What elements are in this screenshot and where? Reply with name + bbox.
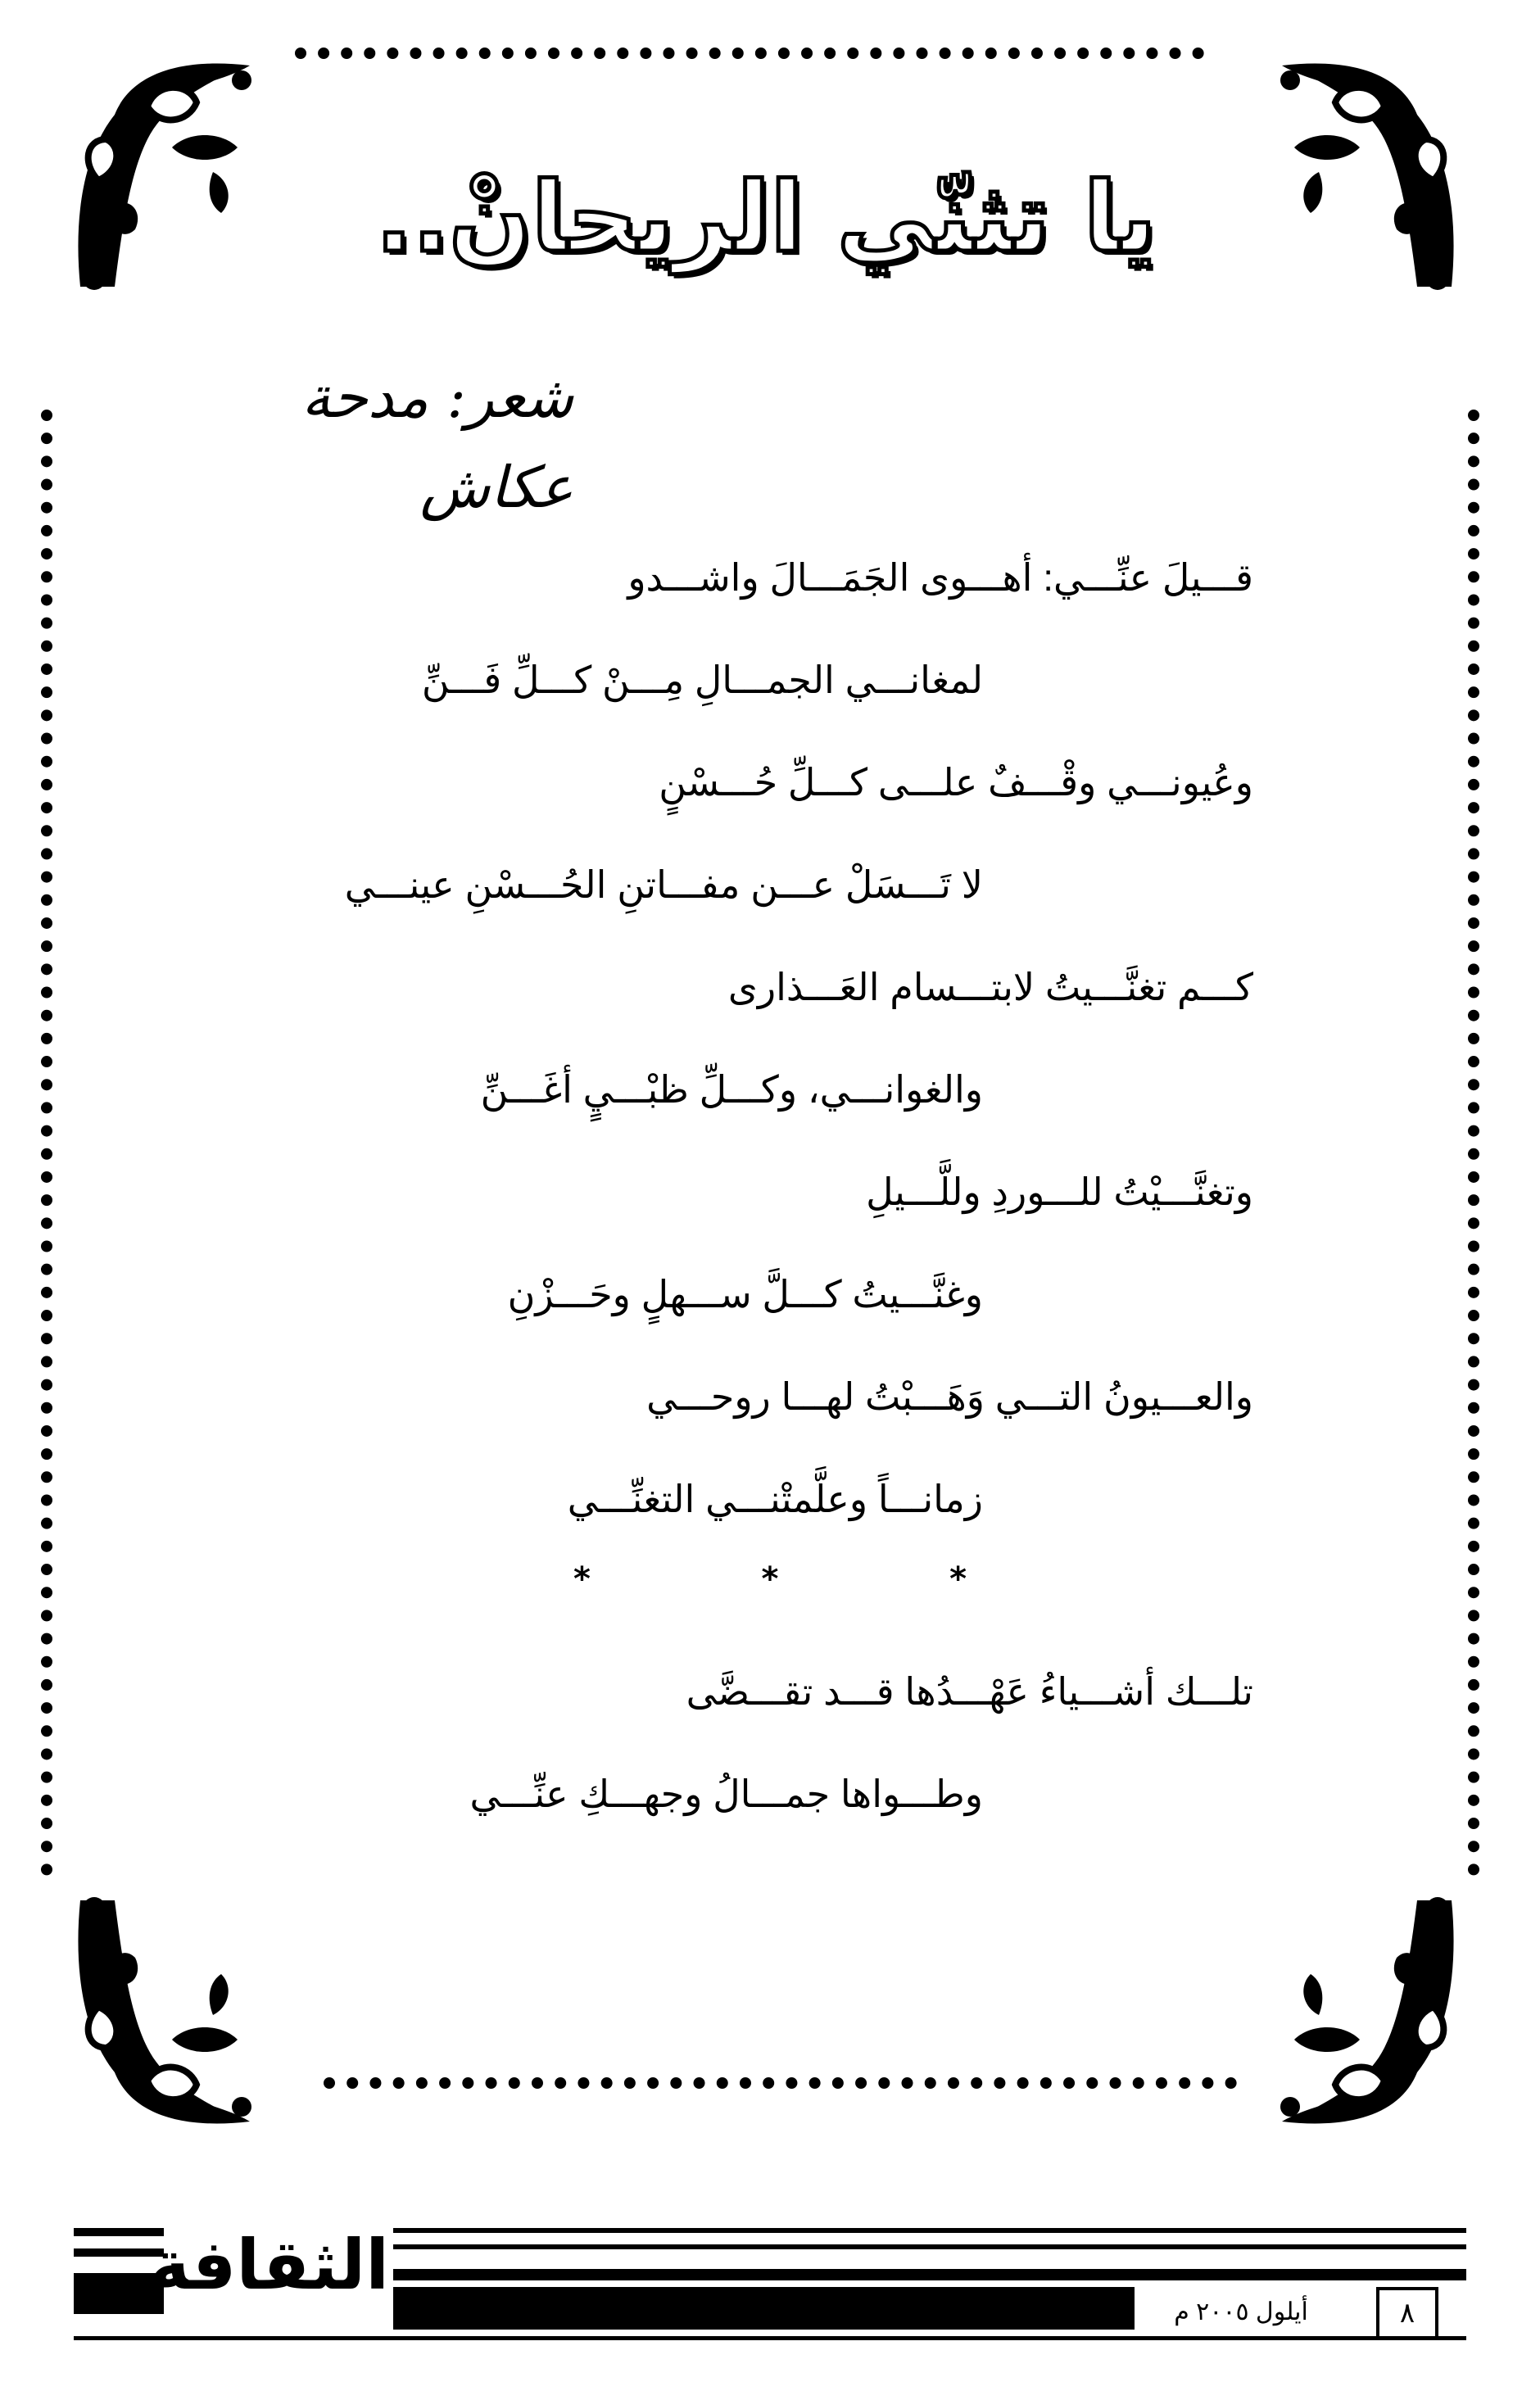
footer-rule [393, 2228, 1466, 2233]
verse-line: قـــيلَ عنِّـــي: أهـــوى الجَمَـــالَ واشـــدو [627, 556, 1253, 599]
verse-line: وطـــواها جمـــالُ وجهـــكِ عنِّـــي [469, 1773, 983, 1815]
page-number: ٨ [1376, 2287, 1438, 2339]
verse-line: كـــم تغنَّـــيتُ لابتـــسام العَـــذارى [727, 966, 1253, 1008]
verse-line: وتغنَّـــيْتُ للـــوردِ وللَّـــيلِ [866, 1171, 1253, 1213]
issue-date: أيلول ٢٠٠٥ م [1174, 2298, 1308, 2325]
verse-line: تلـــك أشـــياءُ عَهْـــدُها قـــد تقـــضَّى [686, 1670, 1253, 1713]
asterisk: * [949, 1560, 967, 1598]
left-dotted-border [41, 410, 52, 1876]
floral-corner-ornament-icon [66, 57, 262, 303]
verse-line: زمانـــاً وعلَّمتْنـــي التغنِّـــي [567, 1478, 983, 1520]
verse-line: وغنَّـــيتُ كـــلَّ ســـهلٍ وحَـــزْنِ [507, 1273, 983, 1316]
footer-rule [393, 2269, 1466, 2280]
footer-rule [393, 2244, 1466, 2249]
floral-corner-ornament-icon [1270, 57, 1466, 303]
verse-line: لا تَـــسَلْ عـــن مفـــاتنِ الحُـــسْنِ عينـــي [344, 863, 983, 906]
right-dotted-border [1468, 410, 1479, 1876]
verse-line: والعـــيونُ التـــي وَهَـــبْتُ لهـــا روحـــي [646, 1375, 1253, 1418]
footer-rule [74, 2336, 1466, 2340]
poem-title: يا تثنّي الريحانْ.. [375, 161, 1157, 274]
verse-line: لمغانـــي الجمـــالِ مِـــنْ كـــلِّ فَـــنِّ [421, 659, 983, 701]
floral-corner-ornament-icon [1270, 1884, 1466, 2130]
bottom-dotted-border [324, 2077, 1237, 2089]
floral-corner-ornament-icon [66, 1884, 262, 2130]
asterisk: * [761, 1560, 779, 1598]
asterisk: * [573, 1560, 591, 1598]
stanza-separator [573, 1560, 967, 1610]
top-dotted-border [295, 48, 1204, 59]
magazine-masthead: الثقافة [149, 2225, 389, 2305]
page-footer [0, 2212, 1540, 2343]
verse-line: والغوانـــي، وكـــلِّ ظبْـــيٍ أغَـــنِّ [480, 1068, 983, 1111]
footer-black-bar [393, 2287, 1135, 2330]
verse-line: وعُيونـــي وقْـــفٌ علـــى كـــلِّ حُـــسْنٍ [659, 761, 1253, 804]
poet-credit: شعر: مدحة عكاش [301, 364, 573, 521]
